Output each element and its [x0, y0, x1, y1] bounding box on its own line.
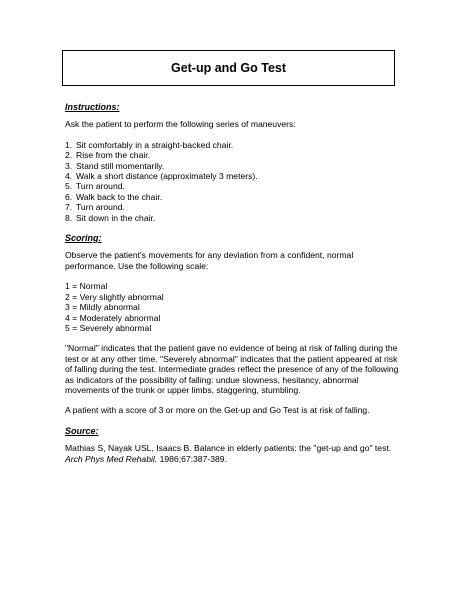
- document-body: [65, 102, 400, 464]
- list-item: 2 = Very slightly abnormal: [65, 291, 164, 302]
- scoring-intro: Observe the patient's movements for any deviation from a confident, normal performance. Use the following scale:: [65, 250, 354, 271]
- scoring-scale: [65, 281, 400, 333]
- list-item: 4 = Moderately abnormal: [65, 312, 161, 323]
- list-item: 6. Walk back to the chair.: [65, 191, 163, 202]
- list-item: 3. Stand still momentarily.: [65, 160, 165, 171]
- list-item: 2. Rise from the chair.: [65, 150, 151, 161]
- scoring-explanation: "Normal" indicates that the patient gave no evidence of being at risk of falling during the test or at any other time. "Severely abnormal" indicates that the patient appeared at risk of falling during the test. Intermediate grades reflect the presence of any of the following as indicators of the possibility of falling: undue slowness, hesitancy, abnormal movements of the trunk or upper limbs, staggering, stumbling.: [65, 343, 399, 395]
- source-citation: Mathias S, Nayak USL, Isaacs B. Balance in elderly patients: the "get-up and go" test. Arch Phys Med Rehabil. 1986;67:387-389.: [65, 443, 392, 464]
- list-item: 1 = Normal: [65, 281, 108, 292]
- source-heading: Source:: [65, 425, 99, 436]
- instructions-intro: Ask the patient to perform the following series of maneuvers:: [65, 119, 296, 130]
- list-item: 5. Turn around.: [65, 181, 125, 192]
- list-item: 8. Sit down in the chair.: [65, 212, 156, 223]
- list-item: 4. Walk a short distance (approximately 3 meters).: [65, 171, 258, 182]
- list-item: 7. Turn around.: [65, 202, 125, 213]
- list-item: 3 = Mildly abnormal: [65, 302, 140, 313]
- list-item: 1. Sit comfortably in a straight-backed chair.: [65, 139, 234, 150]
- scoring-heading: Scoring:: [65, 233, 102, 244]
- journal-name: Arch Phys Med Rehabil.: [65, 453, 158, 464]
- instructions-heading: Instructions:: [65, 102, 120, 112]
- list-item: 5 = Severely abnormal: [65, 322, 152, 333]
- page-title: Get-up and Go Test: [170, 61, 287, 75]
- title-box: [62, 50, 395, 86]
- maneuver-list: [65, 140, 400, 223]
- risk-note: A patient with a score of 3 or more on the Get-up and Go Test is at risk of falling.: [65, 405, 370, 416]
